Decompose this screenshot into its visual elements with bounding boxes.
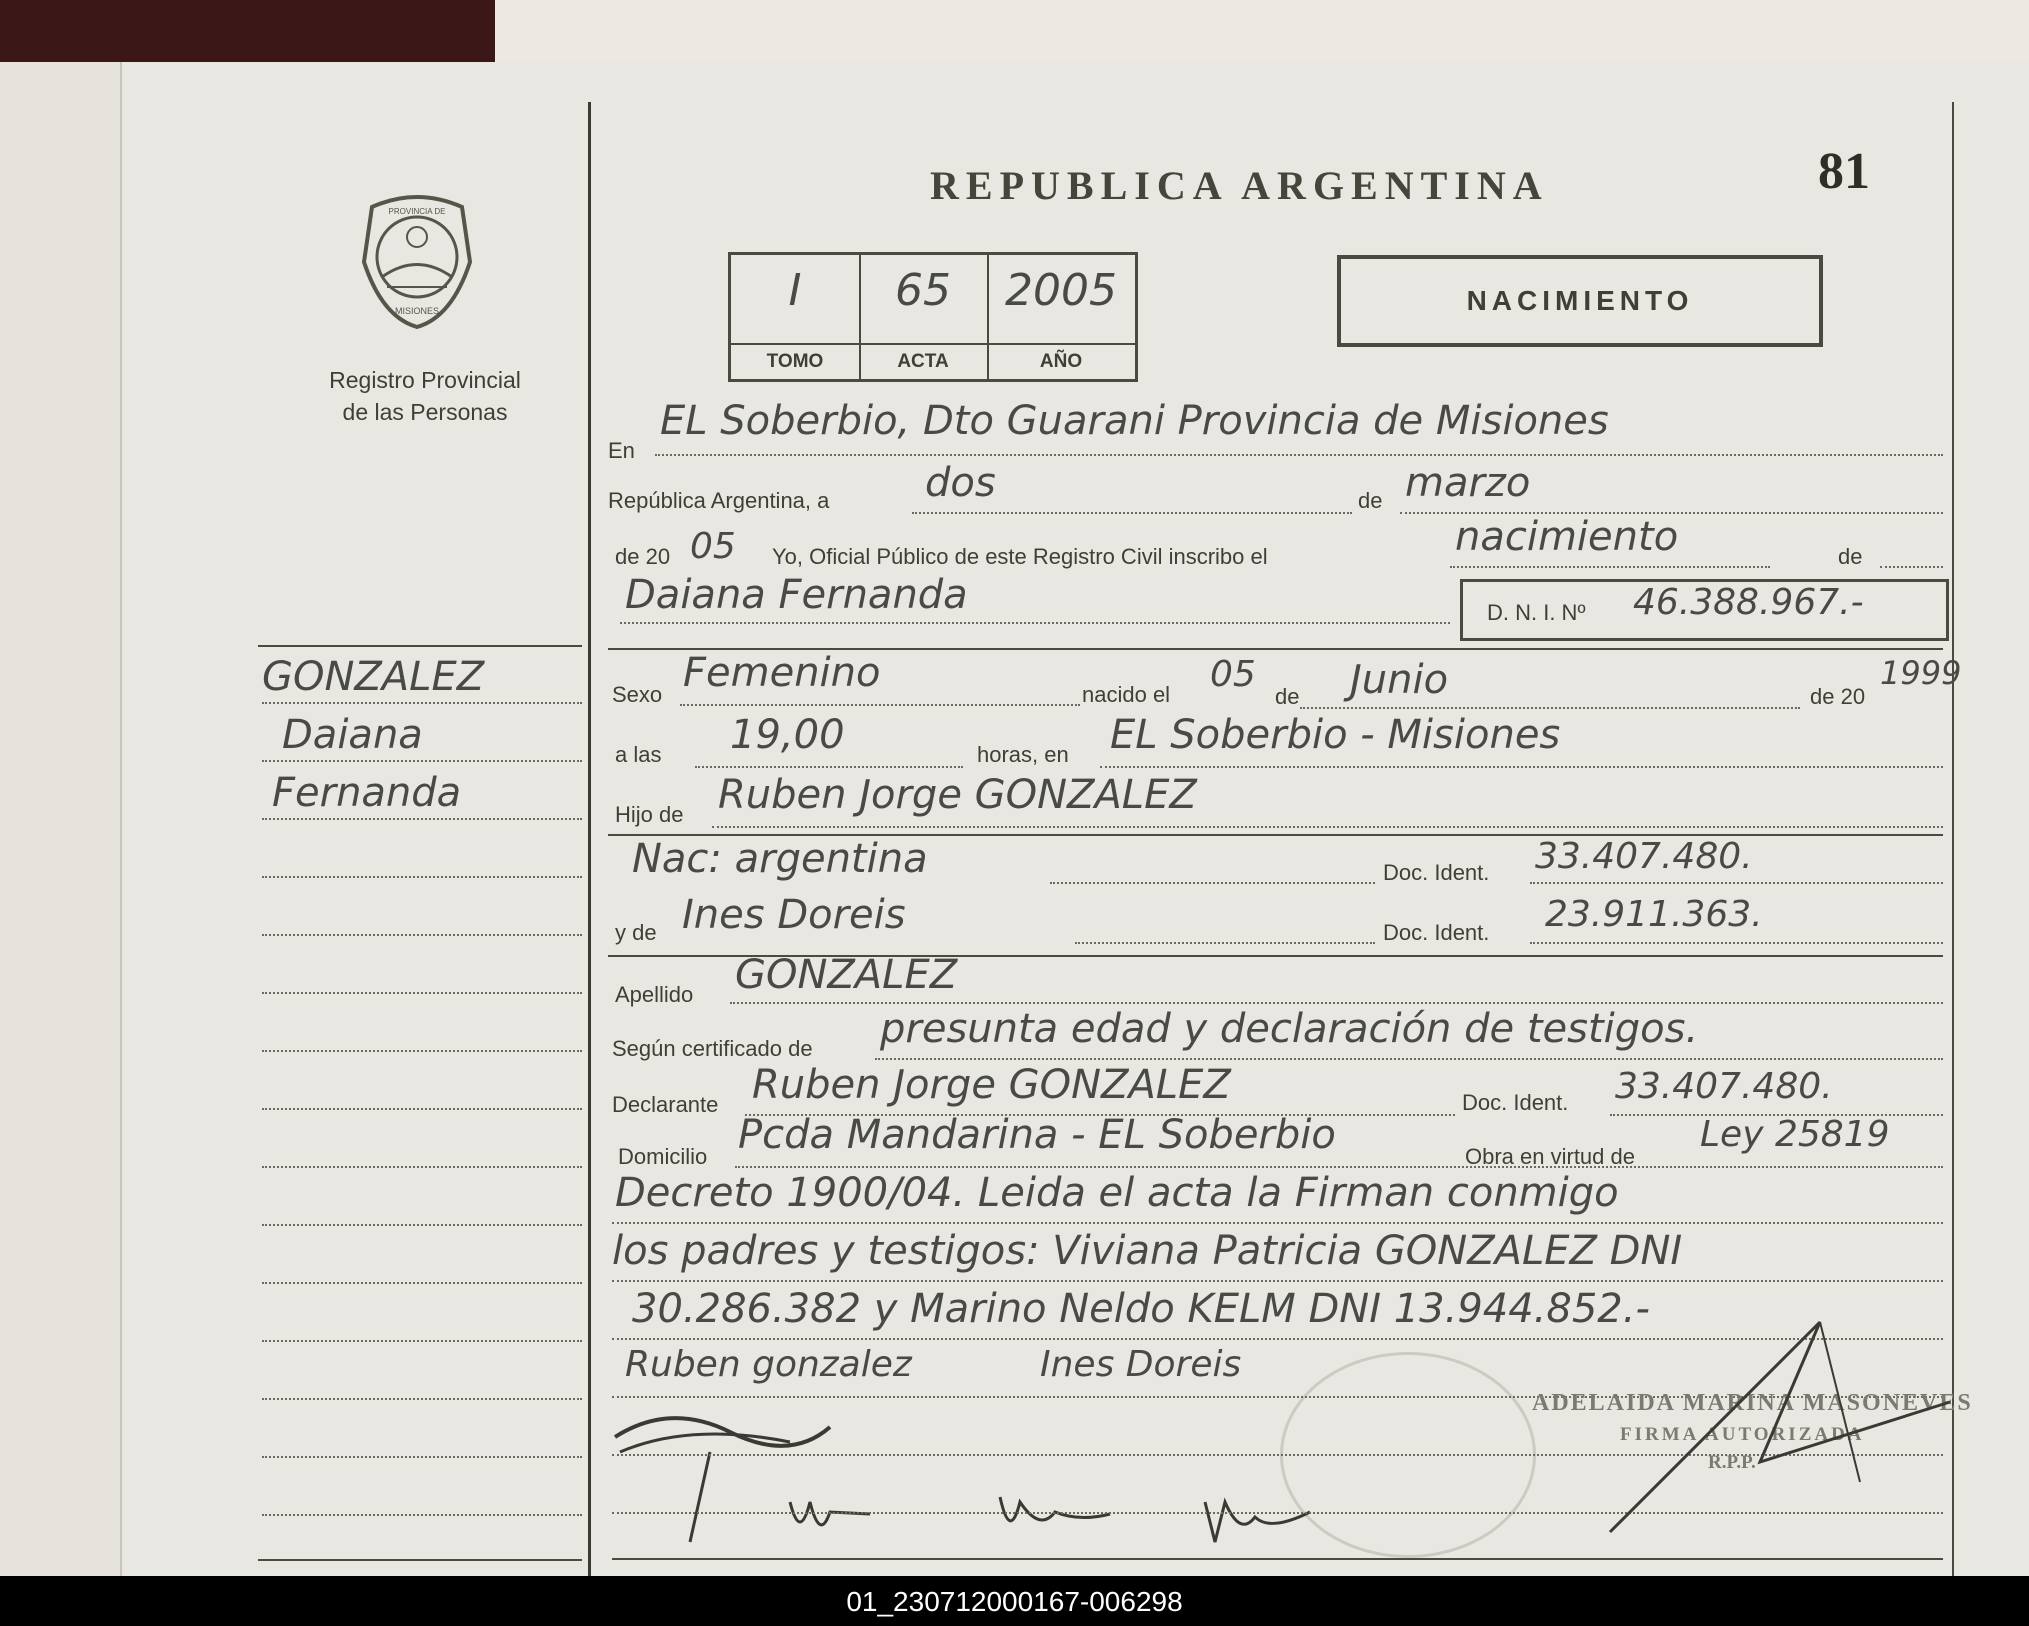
stamp-code: R.P.P. <box>1708 1452 1756 1473</box>
margin-line <box>262 702 582 704</box>
surname-value: GONZALEZ <box>735 952 958 998</box>
label-oficial: Yo, Oficial Público de este Registro Civil inscribo el <box>772 544 1268 569</box>
birth-day-value: 05 <box>1210 654 1256 695</box>
ano-value: 2005 <box>1005 265 1117 316</box>
register-page <box>0 62 2029 1576</box>
stamp-role: FIRMA AUTORIZADA <box>1620 1424 1865 1445</box>
tomo-value: I <box>788 265 802 316</box>
acta-value: 65 <box>895 265 951 316</box>
note-line-1: Decreto 1900/04. Leida el acta la Firman conmigo <box>615 1170 1619 1216</box>
label-segun: Según certificado de <box>612 1036 813 1061</box>
margin-bottom-rule <box>258 1559 582 1561</box>
line-sex <box>680 704 1080 706</box>
bottom-rule <box>612 1558 1943 1560</box>
margin-top-rule <box>258 645 582 647</box>
registry-name-line-2: de las Personas <box>342 399 508 425</box>
line-de <box>1880 566 1943 568</box>
label-doc-ident: Doc. Ident. <box>1383 860 1490 885</box>
line-mother-doc <box>1530 942 1943 944</box>
background-cover <box>0 0 495 62</box>
handwritten-signatures <box>610 1392 1370 1552</box>
ano-cell <box>987 255 1135 379</box>
registry-name-line-1: Registro Provincial <box>329 367 521 393</box>
margin-surname: GONZALEZ <box>262 654 485 700</box>
mother-doc-value: 23.911.363. <box>1545 894 1763 935</box>
label-hijo-de: Hijo de <box>615 802 684 827</box>
law-value: Ley 25819 <box>1700 1114 1890 1155</box>
line-birth-place <box>1100 766 1943 768</box>
certificate-value: presunta edad y declaración de testigos. <box>880 1006 1699 1052</box>
line-act <box>1450 566 1770 568</box>
nationality-value: Nac: argentina <box>632 836 928 882</box>
provincial-seal-icon <box>352 192 482 332</box>
label-sexo: Sexo <box>612 682 663 707</box>
tomo-label: TOMO <box>731 343 859 379</box>
line-note-1 <box>612 1222 1943 1224</box>
margin-line <box>262 1224 582 1226</box>
sex-value: Femenino <box>683 650 881 696</box>
line-place <box>655 454 1943 456</box>
declarant-doc-value: 33.407.480. <box>1615 1066 1833 1107</box>
label-de: de <box>1358 488 1383 513</box>
label-obra: Obra en virtud de <box>1465 1144 1635 1169</box>
note-line-3: 30.286.382 y Marino Neldo KELM DNI 13.944.852.- <box>632 1286 1650 1332</box>
line-surname <box>730 1002 1943 1004</box>
acta-label: ACTA <box>859 343 987 379</box>
month-value: marzo <box>1405 460 1531 506</box>
background-paper <box>495 0 2029 62</box>
year-suffix-value: 05 <box>690 526 736 567</box>
label-en: En <box>608 438 635 463</box>
address-value: Pcda Mandarina - EL Soberbio <box>738 1112 1336 1158</box>
line-certificate <box>875 1058 1943 1060</box>
act-value: nacimiento <box>1455 514 1679 560</box>
margin-line <box>262 1108 582 1110</box>
line-mother <box>1075 942 1375 944</box>
father-value: Ruben Jorge GONZALEZ <box>718 772 1197 818</box>
margin-line <box>262 1050 582 1052</box>
image-caption: 01_230712000167-006298 <box>846 1586 1183 1617</box>
label-y-de: y de <box>615 920 657 945</box>
margin-line <box>262 1282 582 1284</box>
country-title: REPUBLICA ARGENTINA <box>930 163 1549 208</box>
time-value: 19,00 <box>730 712 845 758</box>
label-a-las: a las <box>615 742 662 767</box>
line-note-2 <box>612 1280 1943 1282</box>
tomo-cell <box>731 255 861 379</box>
seal-text-top: PROVINCIA DE <box>388 207 446 216</box>
label-de-3: de <box>1275 684 1300 709</box>
father-doc-value: 33.407.480. <box>1535 836 1753 877</box>
label-de-20: de 20 <box>615 544 671 569</box>
authorization-signature <box>1600 1302 1960 1562</box>
margin-line <box>262 1166 582 1168</box>
margin-line <box>262 876 582 878</box>
label-nacido: nacido el <box>1082 682 1171 707</box>
day-value: dos <box>925 460 996 506</box>
birth-year-value: 1999 <box>1880 654 1962 692</box>
line-birth-month <box>1300 707 1800 709</box>
note-line-2: los padres y testigos: Viviana Patricia GONZALEZ DNI <box>612 1228 1683 1274</box>
line-person <box>620 622 1450 624</box>
signature-mother: Ines Doreis <box>1040 1344 1242 1385</box>
record-type-box: NACIMIENTO <box>1337 255 1823 347</box>
label-doc-ident-3: Doc. Ident. <box>1462 1090 1569 1115</box>
margin-line <box>262 1398 582 1400</box>
birth-place-value: EL Soberbio - Misiones <box>1110 712 1561 758</box>
label-dni: D. N. I. Nº <box>1487 600 1586 625</box>
dni-box <box>1460 579 1949 641</box>
label-declarante: Declarante <box>612 1092 719 1117</box>
signature-father: Ruben gonzalez <box>625 1344 912 1385</box>
line-father-doc <box>1530 882 1943 884</box>
declarant-value: Ruben Jorge GONZALEZ <box>752 1062 1231 1108</box>
label-domicilio: Domicilio <box>618 1144 708 1169</box>
line-address <box>735 1166 1943 1168</box>
column-divider <box>588 102 591 1576</box>
line-nationality <box>1050 882 1375 884</box>
line-father <box>712 826 1943 828</box>
person-name-value: Daiana Fernanda <box>625 572 968 618</box>
stamp-name: ADELAIDA MARINA MASONEVES <box>1532 1390 1973 1416</box>
registration-box <box>728 252 1138 382</box>
line-day <box>912 512 1352 514</box>
birth-month-value: Junio <box>1350 657 1449 703</box>
label-doc-ident-2: Doc. Ident. <box>1383 920 1490 945</box>
margin-first-name: Daiana <box>282 712 423 758</box>
page-number: 81 <box>1818 143 1870 200</box>
label-horas: horas, en <box>977 742 1069 767</box>
margin-line <box>262 934 582 936</box>
label-republica: República Argentina, a <box>608 488 830 513</box>
line-time <box>695 766 963 768</box>
label-de-20b: de 20 <box>1810 684 1866 709</box>
registry-name <box>300 364 550 428</box>
margin-line <box>262 1514 582 1516</box>
mother-value: Ines Doreis <box>682 892 906 938</box>
margin-line <box>262 1340 582 1342</box>
label-apellido: Apellido <box>615 982 694 1007</box>
margin-line <box>262 760 582 762</box>
margin-second-name: Fernanda <box>272 770 462 816</box>
dni-value: 46.388.967.- <box>1633 582 1864 623</box>
ano-label: AÑO <box>987 343 1135 379</box>
margin-line <box>262 818 582 820</box>
place-value: EL Soberbio, Dto Guarani Provincia de Misiones <box>660 398 1609 444</box>
left-page-edge <box>0 62 122 1576</box>
margin-line <box>262 1456 582 1458</box>
margin-line <box>262 992 582 994</box>
seal-text-bottom: MISIONES <box>394 306 440 316</box>
label-de-2: de <box>1838 544 1863 569</box>
acta-cell <box>859 255 989 379</box>
